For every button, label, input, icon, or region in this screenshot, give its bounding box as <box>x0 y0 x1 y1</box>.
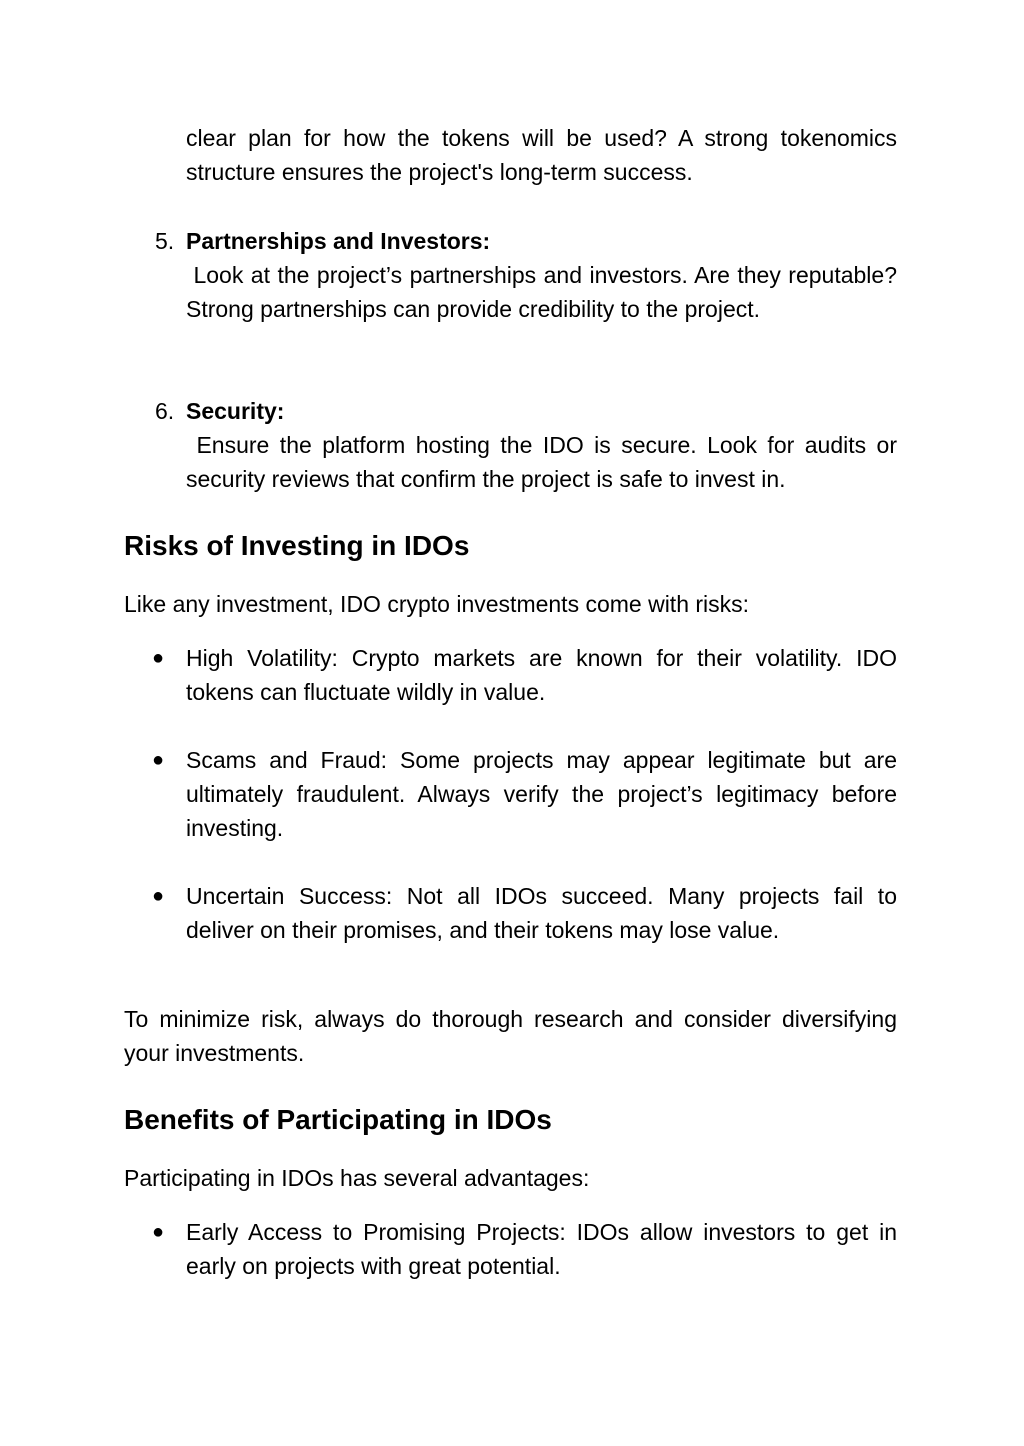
partnerships-body: Look at the project’s partnerships and investors. Are they reputable? Strong partnerships can provide credibility to the project. <box>186 262 904 322</box>
numbered-item-partnerships <box>186 224 904 326</box>
benefits-intro: Participating in IDOs has several advantages: <box>124 1165 590 1191</box>
risk-item-volatility: High Volatility: Crypto markets are known for their volatility. IDO tokens can fluctuate wildly in value. <box>186 645 897 705</box>
list-number-5: 5. <box>155 228 175 254</box>
risks-conclusion: To minimize risk, always do thorough research and consider diversifying your investments. <box>124 1006 897 1066</box>
benefits-heading: Benefits of Participating in IDOs <box>124 1104 552 1135</box>
security-body: Ensure the platform hosting the IDO is secure. Look for audits or security reviews that confirm the project is safe to invest in. <box>186 432 904 492</box>
bullet-icon: ● <box>152 647 165 669</box>
partnerships-title: Partnerships and Investors: <box>186 228 491 254</box>
benefit-item-early-access: Early Access to Promising Projects: IDOs allow investors to get in early on projects with great potential. <box>186 1219 897 1279</box>
risk-item-scams: Scams and Fraud: Some projects may appear legitimate but are ultimately fraudulent. Always verify the project’s legitimacy before investing. <box>186 747 897 841</box>
risks-intro: Like any investment, IDO crypto investments come with risks: <box>124 591 750 617</box>
list-number-6: 6. <box>155 398 175 424</box>
numbered-item-security <box>186 394 904 496</box>
tokenomics-continuation-text: clear plan for how the tokens will be used? A strong tokenomics structure ensures the project's long-term success. <box>186 125 897 185</box>
risks-heading: Risks of Investing in IDOs <box>124 530 470 561</box>
security-title: Security: <box>186 398 285 424</box>
bullet-icon: ● <box>152 885 165 907</box>
risk-item-uncertain-success: Uncertain Success: Not all IDOs succeed. Many projects fail to deliver on their promises, and their tokens may lose value. <box>186 883 897 943</box>
bullet-icon: ● <box>152 749 165 771</box>
bullet-icon: ● <box>152 1221 165 1243</box>
